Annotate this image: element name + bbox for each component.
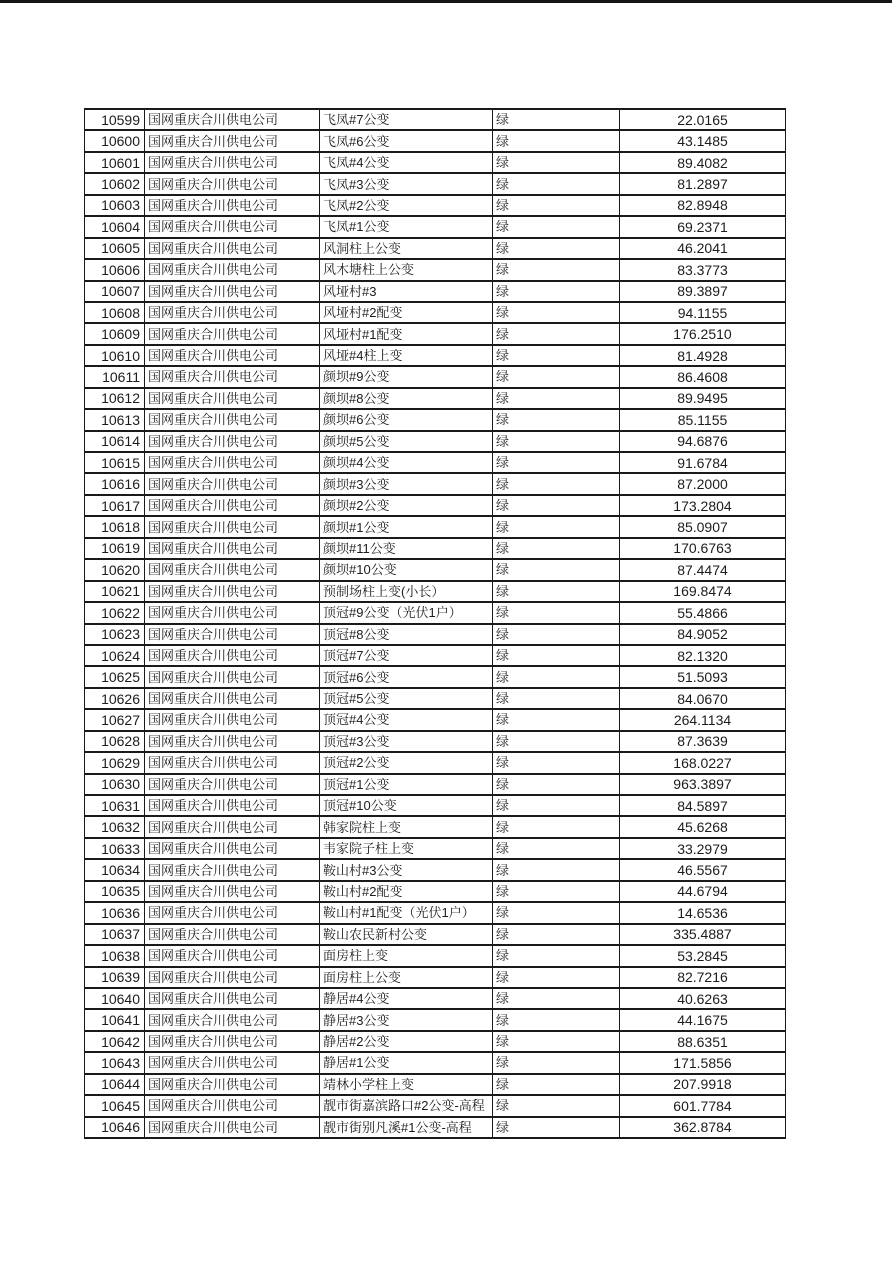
status-cell: 绿 (492, 989, 619, 1008)
row-id-cell: 10615 (84, 453, 144, 472)
row-id-cell: 10617 (84, 496, 144, 515)
row-id-cell: 10606 (84, 260, 144, 279)
table-row (84, 1096, 786, 1117)
row-id-cell: 10604 (84, 217, 144, 236)
company-cell: 国网重庆合川供电公司 (144, 560, 319, 579)
station-cell: 顶冠#10公变 (319, 796, 492, 815)
value-cell: 22.0165 (619, 110, 786, 129)
company-cell: 国网重庆合川供电公司 (144, 817, 319, 836)
status-cell: 绿 (492, 110, 619, 129)
value-cell: 44.6794 (619, 882, 786, 901)
row-id-cell: 10626 (84, 689, 144, 708)
status-cell: 绿 (492, 1032, 619, 1051)
value-cell: 87.3639 (619, 732, 786, 751)
value-cell: 85.0907 (619, 517, 786, 536)
status-cell: 绿 (492, 903, 619, 922)
row-id-cell: 10599 (84, 110, 144, 129)
data-table (84, 108, 786, 1139)
status-cell: 绿 (492, 346, 619, 365)
table-row (84, 517, 786, 538)
station-cell: 顶冠#5公变 (319, 689, 492, 708)
table-row (84, 667, 786, 688)
value-cell: 44.1675 (619, 1010, 786, 1029)
value-cell: 84.9052 (619, 625, 786, 644)
status-cell: 绿 (492, 131, 619, 150)
status-cell: 绿 (492, 324, 619, 343)
row-id-cell: 10611 (84, 367, 144, 386)
value-cell: 170.6763 (619, 539, 786, 558)
row-id-cell: 10630 (84, 775, 144, 794)
station-cell: 飞凤#6公变 (319, 131, 492, 150)
table-row (84, 474, 786, 495)
table-row (84, 689, 786, 710)
table-row (84, 946, 786, 967)
value-cell: 81.2897 (619, 174, 786, 193)
station-cell: 风垭#4柱上变 (319, 346, 492, 365)
row-id-cell: 10618 (84, 517, 144, 536)
status-cell: 绿 (492, 1010, 619, 1029)
status-cell: 绿 (492, 389, 619, 408)
value-cell: 89.4082 (619, 153, 786, 172)
value-cell: 173.2804 (619, 496, 786, 515)
row-id-cell: 10607 (84, 282, 144, 301)
company-cell: 国网重庆合川供电公司 (144, 796, 319, 815)
station-cell: 静居#1公变 (319, 1053, 492, 1072)
company-cell: 国网重庆合川供电公司 (144, 453, 319, 472)
status-cell: 绿 (492, 453, 619, 472)
value-cell: 84.0670 (619, 689, 786, 708)
company-cell: 国网重庆合川供电公司 (144, 753, 319, 772)
company-cell: 国网重庆合川供电公司 (144, 1118, 319, 1137)
value-cell: 87.2000 (619, 474, 786, 493)
company-cell: 国网重庆合川供电公司 (144, 603, 319, 622)
value-cell: 601.7784 (619, 1096, 786, 1115)
status-cell: 绿 (492, 496, 619, 515)
table-row (84, 1075, 786, 1096)
row-id-cell: 10610 (84, 346, 144, 365)
table-row (84, 110, 786, 131)
row-id-cell: 10609 (84, 324, 144, 343)
value-cell: 171.5856 (619, 1053, 786, 1072)
table-row (84, 539, 786, 560)
station-cell: 韦家院子柱上变 (319, 839, 492, 858)
station-cell: 顶冠#2公变 (319, 753, 492, 772)
table-row (84, 775, 786, 796)
station-cell: 颜坝#2公变 (319, 496, 492, 515)
company-cell: 国网重庆合川供电公司 (144, 710, 319, 729)
table-row (84, 410, 786, 431)
value-cell: 88.6351 (619, 1032, 786, 1051)
station-cell: 鞍山村#1配变（光伏1户） (319, 903, 492, 922)
station-cell: 顶冠#4公变 (319, 710, 492, 729)
row-id-cell: 10616 (84, 474, 144, 493)
company-cell: 国网重庆合川供电公司 (144, 174, 319, 193)
table-row (84, 389, 786, 410)
table-row (84, 1053, 786, 1074)
table-row (84, 989, 786, 1010)
status-cell: 绿 (492, 689, 619, 708)
status-cell: 绿 (492, 968, 619, 987)
company-cell: 国网重庆合川供电公司 (144, 1032, 319, 1051)
status-cell: 绿 (492, 517, 619, 536)
value-cell: 176.2510 (619, 324, 786, 343)
row-id-cell: 10633 (84, 839, 144, 858)
value-cell: 43.1485 (619, 131, 786, 150)
value-cell: 335.4887 (619, 925, 786, 944)
table-row (84, 732, 786, 753)
table-row (84, 432, 786, 453)
table-row (84, 753, 786, 774)
value-cell: 33.2979 (619, 839, 786, 858)
company-cell: 国网重庆合川供电公司 (144, 131, 319, 150)
station-cell: 颜坝#6公变 (319, 410, 492, 429)
status-cell: 绿 (492, 432, 619, 451)
row-id-cell: 10642 (84, 1032, 144, 1051)
company-cell: 国网重庆合川供电公司 (144, 239, 319, 258)
station-cell: 飞凤#3公变 (319, 174, 492, 193)
company-cell: 国网重庆合川供电公司 (144, 496, 319, 515)
status-cell: 绿 (492, 560, 619, 579)
row-id-cell: 10623 (84, 625, 144, 644)
station-cell: 颜坝#4公变 (319, 453, 492, 472)
company-cell: 国网重庆合川供电公司 (144, 410, 319, 429)
company-cell: 国网重庆合川供电公司 (144, 903, 319, 922)
row-id-cell: 10643 (84, 1053, 144, 1072)
status-cell: 绿 (492, 1075, 619, 1094)
table-row (84, 153, 786, 174)
row-id-cell: 10646 (84, 1118, 144, 1137)
table-row (84, 860, 786, 881)
company-cell: 国网重庆合川供电公司 (144, 882, 319, 901)
row-id-cell: 10644 (84, 1075, 144, 1094)
status-cell: 绿 (492, 153, 619, 172)
value-cell: 46.5567 (619, 860, 786, 879)
station-cell: 飞凤#1公变 (319, 217, 492, 236)
company-cell: 国网重庆合川供电公司 (144, 474, 319, 493)
row-id-cell: 10636 (84, 903, 144, 922)
company-cell: 国网重庆合川供电公司 (144, 1010, 319, 1029)
table-row (84, 710, 786, 731)
company-cell: 国网重庆合川供电公司 (144, 153, 319, 172)
status-cell: 绿 (492, 882, 619, 901)
company-cell: 国网重庆合川供电公司 (144, 732, 319, 751)
value-cell: 45.6268 (619, 817, 786, 836)
status-cell: 绿 (492, 775, 619, 794)
table-row (84, 968, 786, 989)
value-cell: 40.6263 (619, 989, 786, 1008)
status-cell: 绿 (492, 710, 619, 729)
station-cell: 顶冠#8公变 (319, 625, 492, 644)
value-cell: 46.2041 (619, 239, 786, 258)
station-cell: 鞍山农民新村公变 (319, 925, 492, 944)
value-cell: 84.5897 (619, 796, 786, 815)
status-cell: 绿 (492, 239, 619, 258)
row-id-cell: 10645 (84, 1096, 144, 1115)
station-cell: 静居#4公变 (319, 989, 492, 1008)
station-cell: 顶冠#7公变 (319, 646, 492, 665)
row-id-cell: 10603 (84, 196, 144, 215)
station-cell: 静居#2公变 (319, 1032, 492, 1051)
status-cell: 绿 (492, 925, 619, 944)
row-id-cell: 10629 (84, 753, 144, 772)
row-id-cell: 10632 (84, 817, 144, 836)
company-cell: 国网重庆合川供电公司 (144, 367, 319, 386)
table-row (84, 282, 786, 303)
status-cell: 绿 (492, 1096, 619, 1115)
value-cell: 87.4474 (619, 560, 786, 579)
row-id-cell: 10624 (84, 646, 144, 665)
row-id-cell: 10639 (84, 968, 144, 987)
station-cell: 飞凤#7公变 (319, 110, 492, 129)
table-row (84, 1010, 786, 1031)
company-cell: 国网重庆合川供电公司 (144, 1096, 319, 1115)
value-cell: 89.9495 (619, 389, 786, 408)
row-id-cell: 10613 (84, 410, 144, 429)
station-cell: 颜坝#8公变 (319, 389, 492, 408)
value-cell: 94.6876 (619, 432, 786, 451)
table-row (84, 239, 786, 260)
row-id-cell: 10602 (84, 174, 144, 193)
table-row (84, 646, 786, 667)
station-cell: 面房柱上公变 (319, 968, 492, 987)
company-cell: 国网重庆合川供电公司 (144, 625, 319, 644)
company-cell: 国网重庆合川供电公司 (144, 689, 319, 708)
status-cell: 绿 (492, 474, 619, 493)
row-id-cell: 10640 (84, 989, 144, 1008)
station-cell: 静居#3公变 (319, 1010, 492, 1029)
row-id-cell: 10620 (84, 560, 144, 579)
value-cell: 264.1134 (619, 710, 786, 729)
value-cell: 82.1320 (619, 646, 786, 665)
table-row (84, 131, 786, 152)
row-id-cell: 10631 (84, 796, 144, 815)
status-cell: 绿 (492, 217, 619, 236)
company-cell: 国网重庆合川供电公司 (144, 946, 319, 965)
table-row (84, 796, 786, 817)
company-cell: 国网重庆合川供电公司 (144, 646, 319, 665)
station-cell: 风垭村#1配变 (319, 324, 492, 343)
row-id-cell: 10621 (84, 582, 144, 601)
status-cell: 绿 (492, 860, 619, 879)
station-cell: 颜坝#11公变 (319, 539, 492, 558)
value-cell: 85.1155 (619, 410, 786, 429)
company-cell: 国网重庆合川供电公司 (144, 968, 319, 987)
row-id-cell: 10637 (84, 925, 144, 944)
value-cell: 168.0227 (619, 753, 786, 772)
station-cell: 靓市街别凡溪#1公变-高程 (319, 1118, 492, 1137)
status-cell: 绿 (492, 817, 619, 836)
row-id-cell: 10619 (84, 539, 144, 558)
row-id-cell: 10625 (84, 667, 144, 686)
station-cell: 颜坝#5公变 (319, 432, 492, 451)
company-cell: 国网重庆合川供电公司 (144, 1075, 319, 1094)
company-cell: 国网重庆合川供电公司 (144, 282, 319, 301)
table-body (84, 110, 786, 1139)
company-cell: 国网重庆合川供电公司 (144, 517, 319, 536)
row-id-cell: 10608 (84, 303, 144, 322)
company-cell: 国网重庆合川供电公司 (144, 989, 319, 1008)
table-row (84, 453, 786, 474)
table-row (84, 196, 786, 217)
value-cell: 51.5093 (619, 667, 786, 686)
table-row (84, 260, 786, 281)
station-cell: 颜坝#9公变 (319, 367, 492, 386)
station-cell: 韩家院柱上变 (319, 817, 492, 836)
company-cell: 国网重庆合川供电公司 (144, 860, 319, 879)
table-row (84, 903, 786, 924)
station-cell: 鞍山村#3公变 (319, 860, 492, 879)
row-id-cell: 10638 (84, 946, 144, 965)
station-cell: 风木塘柱上公变 (319, 260, 492, 279)
status-cell: 绿 (492, 303, 619, 322)
table-row (84, 882, 786, 903)
value-cell: 362.8784 (619, 1118, 786, 1137)
status-cell: 绿 (492, 646, 619, 665)
station-cell: 顶冠#6公变 (319, 667, 492, 686)
table-row (84, 582, 786, 603)
status-cell: 绿 (492, 839, 619, 858)
company-cell: 国网重庆合川供电公司 (144, 389, 319, 408)
company-cell: 国网重庆合川供电公司 (144, 346, 319, 365)
value-cell: 55.4866 (619, 603, 786, 622)
status-cell: 绿 (492, 732, 619, 751)
row-id-cell: 10614 (84, 432, 144, 451)
status-cell: 绿 (492, 1053, 619, 1072)
station-cell: 风垭村#3 (319, 282, 492, 301)
station-cell: 飞凤#2公变 (319, 196, 492, 215)
station-cell: 靓市街嘉滨路口#2公变-高程 (319, 1096, 492, 1115)
status-cell: 绿 (492, 174, 619, 193)
value-cell: 14.6536 (619, 903, 786, 922)
station-cell: 预制场柱上变(小长） (319, 582, 492, 601)
station-cell: 飞凤#4公变 (319, 153, 492, 172)
status-cell: 绿 (492, 539, 619, 558)
row-id-cell: 10612 (84, 389, 144, 408)
table-row (84, 174, 786, 195)
value-cell: 963.3897 (619, 775, 786, 794)
status-cell: 绿 (492, 796, 619, 815)
company-cell: 国网重庆合川供电公司 (144, 667, 319, 686)
table-row (84, 217, 786, 238)
station-cell: 颜坝#10公变 (319, 560, 492, 579)
company-cell: 国网重庆合川供电公司 (144, 110, 319, 129)
value-cell: 82.8948 (619, 196, 786, 215)
station-cell: 顶冠#9公变（光伏1户） (319, 603, 492, 622)
station-cell: 风垭村#2配变 (319, 303, 492, 322)
value-cell: 91.6784 (619, 453, 786, 472)
table-row (84, 1032, 786, 1053)
table-row (84, 839, 786, 860)
station-cell: 面房柱上变 (319, 946, 492, 965)
company-cell: 国网重庆合川供电公司 (144, 839, 319, 858)
row-id-cell: 10605 (84, 239, 144, 258)
status-cell: 绿 (492, 410, 619, 429)
status-cell: 绿 (492, 282, 619, 301)
company-cell: 国网重庆合川供电公司 (144, 324, 319, 343)
value-cell: 94.1155 (619, 303, 786, 322)
station-cell: 顶冠#3公变 (319, 732, 492, 751)
company-cell: 国网重庆合川供电公司 (144, 539, 319, 558)
row-id-cell: 10635 (84, 882, 144, 901)
table-row (84, 1118, 786, 1139)
company-cell: 国网重庆合川供电公司 (144, 217, 319, 236)
row-id-cell: 10600 (84, 131, 144, 150)
table-row (84, 367, 786, 388)
company-cell: 国网重庆合川供电公司 (144, 925, 319, 944)
station-cell: 颜坝#3公变 (319, 474, 492, 493)
row-id-cell: 10641 (84, 1010, 144, 1029)
value-cell: 81.4928 (619, 346, 786, 365)
station-cell: 顶冠#1公变 (319, 775, 492, 794)
value-cell: 86.4608 (619, 367, 786, 386)
value-cell: 169.8474 (619, 582, 786, 601)
company-cell: 国网重庆合川供电公司 (144, 260, 319, 279)
status-cell: 绿 (492, 667, 619, 686)
value-cell: 83.3773 (619, 260, 786, 279)
table-row (84, 817, 786, 838)
status-cell: 绿 (492, 1118, 619, 1137)
table-row (84, 324, 786, 345)
row-id-cell: 10627 (84, 710, 144, 729)
value-cell: 89.3897 (619, 282, 786, 301)
value-cell: 82.7216 (619, 968, 786, 987)
value-cell: 207.9918 (619, 1075, 786, 1094)
company-cell: 国网重庆合川供电公司 (144, 775, 319, 794)
page-top-border (0, 0, 892, 3)
row-id-cell: 10601 (84, 153, 144, 172)
company-cell: 国网重庆合川供电公司 (144, 432, 319, 451)
company-cell: 国网重庆合川供电公司 (144, 1053, 319, 1072)
row-id-cell: 10622 (84, 603, 144, 622)
station-cell: 风洞柱上公变 (319, 239, 492, 258)
status-cell: 绿 (492, 367, 619, 386)
station-cell: 颜坝#1公变 (319, 517, 492, 536)
company-cell: 国网重庆合川供电公司 (144, 196, 319, 215)
status-cell: 绿 (492, 946, 619, 965)
status-cell: 绿 (492, 582, 619, 601)
status-cell: 绿 (492, 753, 619, 772)
row-id-cell: 10634 (84, 860, 144, 879)
value-cell: 69.2371 (619, 217, 786, 236)
status-cell: 绿 (492, 603, 619, 622)
table-row (84, 303, 786, 324)
station-cell: 靖林小学柱上变 (319, 1075, 492, 1094)
status-cell: 绿 (492, 260, 619, 279)
table-row (84, 496, 786, 517)
row-id-cell: 10628 (84, 732, 144, 751)
table-row (84, 925, 786, 946)
company-cell: 国网重庆合川供电公司 (144, 582, 319, 601)
table-row (84, 346, 786, 367)
table-row (84, 625, 786, 646)
company-cell: 国网重庆合川供电公司 (144, 303, 319, 322)
status-cell: 绿 (492, 196, 619, 215)
table-row (84, 560, 786, 581)
station-cell: 鞍山村#2配变 (319, 882, 492, 901)
value-cell: 53.2845 (619, 946, 786, 965)
status-cell: 绿 (492, 625, 619, 644)
table-row (84, 603, 786, 624)
